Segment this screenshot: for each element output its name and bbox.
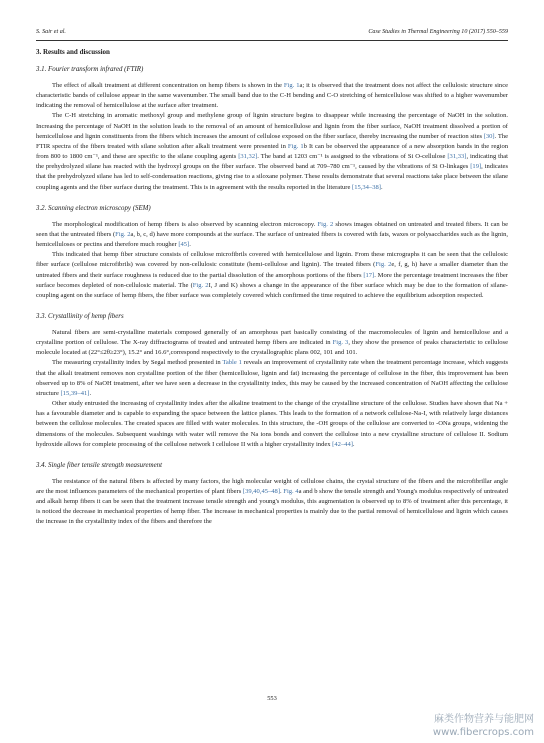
citation-link[interactable]: [31,33] — [447, 153, 467, 161]
article-body — [36, 48, 508, 540]
text-run: . The FTIR spectra of the fibers treated with silane solution after alkali treatment were presented in — [36, 132, 508, 150]
text-run: . — [280, 488, 284, 495]
text-run: a and b show the tensile strength and Young's modulus respectively of untreated and alkali hemp fibers it can be seen that the treatment increase tensile strength and young's modulus, this augmentation is observed up to 8% of treatment after this percentage, it is noticed the decrease in mechanical properties of hemp fiber. The increase in mechanical properties is mainly due to the partial removal of hemicellulose and lignin which causes the increase in the crystallinity index of the fibers and therefore the — [36, 488, 508, 526]
citation-link[interactable]: Fig. 1 — [287, 142, 304, 150]
subsection — [36, 66, 508, 193]
page-number: 553 — [267, 695, 277, 702]
text-run: reveals an improvement of crystallinity rate when the treatment percentage increase, which suggests that the alkali treatment removes non crystalline portion of the fiber (hemicellulose, lignin and fat) increasing the percentage of cellulose in the fiber, this improvement has been observed up to 8% of NaOH treatment, after we have seen a decrease in the crystallinity index, this may be caused by the increased concentration of NaOH affecting the cellulose structure — [36, 359, 508, 397]
header-journal: Case Studies in Thermal Engineering 10 (2017) 550–559 — [368, 29, 508, 35]
text-run: . — [89, 389, 92, 397]
citation-link[interactable]: [39,40,45–48] — [242, 488, 281, 495]
paragraph — [36, 111, 508, 192]
text-run: , indicates that the prehydrolyzed silane has led to self-condensation reactions, giving rise to a siloxane polymer. These results demonstrate that several reactions take place between the silane coupling agents and the fiber surface during the treatment. This is in agreement with the results reported in the literature — [36, 163, 508, 191]
subsection-title: 3.3. Crystallinity of hemp fibers — [36, 312, 124, 320]
text-run: b It can be observed the appearance of a new absorption bands in the region from 800 to 1800 cm⁻¹, and these are specific to the silane coupling agents — [36, 142, 508, 161]
paragraph — [36, 399, 508, 450]
watermark-line-2: www.fibercrops.com — [432, 727, 534, 738]
subsection-title: 3.1. Fourier transform infrared (FTIR) — [36, 66, 144, 73]
subsections — [36, 66, 508, 528]
paragraph — [36, 477, 508, 528]
text-run: . — [380, 183, 383, 191]
text-run: , indicating that the prehydrolyzed silane has reacted with the hydroxyl groups on the fiber surface. The observed band at 709–780 cm⁻¹, caused by the vibrations of Si O-linkages — [36, 153, 508, 171]
header-rule — [36, 40, 508, 41]
citation-link[interactable]: Fig. 2 — [375, 261, 392, 269]
subsection-title: 3.2. Scanning electron microscopy (SEM) — [36, 204, 151, 212]
text-run: The morphological modification of hemp fibers is also observed by scanning electron microscopy. — [52, 220, 318, 228]
header-authors: S. Sair et al. — [36, 29, 66, 35]
citation-link[interactable]: Fig. 3 — [332, 339, 349, 347]
subsection — [36, 313, 508, 450]
citation-link[interactable]: Fig. 2 — [317, 220, 334, 228]
watermark-line-1: 麻类作物营养与能肥网 — [434, 714, 534, 725]
citation-link[interactable]: Fig. 1 — [283, 82, 300, 89]
citation-link[interactable]: [17] — [363, 271, 375, 279]
text-run: The measuring crystallinity index by Segal method presented in — [52, 359, 223, 367]
text-run: Other study entrusted the increasing of crystallinity index after the alkaline treatment to the change of the crystalline structure of the cellulose. Studies have shown that Na + has a favourable diameter and is capable to expanding the space between the lattice planes. This leads to the formation of a network cellulose-Na-I, with relatively large distances between the cellulose molecules. The created spaces are filled with water molecules. In this structure, the -OH groups of the cellulose are converted to -ONa groups, widening the dimensions of the molecules. Subsequent washings with water will remove the Na ions bonds and convert the cellulose into a new crystalline structure of cellulose II. Sodium hydroxide allows for complete processing of the cellulose network I cellulose II with a higher crystallinity index — [36, 400, 508, 448]
citation-link[interactable]: [19] — [470, 163, 482, 171]
text-run: This indicated that hemp fiber structure consists of cellulose microfibrils covered with hemicellulose and lignin. From these micrographs it can be seen that the cellulosic fiber surface (cellulose microfibrils) was covered by non-cellulosic constitute (hemi-cellulose and lignin). The treated fibers ( — [36, 251, 508, 269]
citation-link[interactable]: [31,32] — [238, 153, 258, 161]
subsection-title: 3.4. Single fiber tensile strength measurement — [36, 461, 162, 469]
text-run: shows images obtained on untreated and treated fibers. It can be seen that the untreated fibers ( — [36, 220, 508, 238]
text-run: a, b, c, d) have more compounds at the surface. The surface of untreated fibers is covered with fats, waxes or polysaccharides such as the lignin, hemicelluloses or pectins and therefore much rougher — [36, 230, 509, 249]
text-run: a; it is observed that the treatment does not affect the cellulosic structure since characteristic bands of cellulose appear in the same wavenumber. The small band due to the C-H bending and C-O stretching of hemicellulose was shifted to a higher wavenumber indicating the removal of hemicellulose at the surface after treatment. — [36, 82, 509, 110]
citation-link[interactable]: Fig. 4 — [283, 488, 299, 495]
text-run: . More the percentage treatment increases the fiber surface becomes depleted of non-cellulosic material. The ( — [36, 271, 508, 289]
citation-link[interactable]: Fig. 2 — [115, 230, 131, 238]
citation-link[interactable]: [42–44] — [332, 440, 353, 448]
paragraph — [36, 250, 508, 301]
subsection — [36, 205, 508, 301]
citation-link[interactable]: [15,34–38] — [352, 183, 381, 191]
citation-link[interactable]: [15,39–41] — [60, 389, 90, 397]
paragraph — [36, 358, 508, 399]
text-run: . — [352, 440, 355, 448]
paragraph — [36, 328, 508, 358]
text-run: The C-H stretching in aromatic methoxyl group and methylene group of lignin structure begins to disappear while increasing the percentage of NaOH in the solution. Increasing the percentage of NaOH in the solution leads to the removal of an amount of hemicellulose and lignin from the fiber surface, NaOH treatment dissolved a portion of hemicellulose and lignin constituents from the fibers which increases the amount of cellulose exposed on the fiber surface, thereby increasing the number of reaction sites — [36, 112, 508, 140]
text-run: I, J and K) shows a change in the appearance of the fiber surface which may be due to the formation of silane-coupling agent on the surface of hemp fibers, the fiber surface was completely covered which confirmed the time required to achieve the equilibrium adsorption respected. — [36, 281, 508, 299]
text-run: , they show the presence of peaks characteristic to cellulose molecule located at (22°≤2θ≥23°), 15.2° and 16.6°,correspond respectively to the crystallographic plans 002, 101 and 101. — [36, 339, 509, 357]
citation-link[interactable]: [30] — [483, 132, 495, 140]
text-run: The effect of alkali treatment at different concentration on hemp fibers is shown in the — [52, 82, 284, 89]
paragraph — [36, 81, 508, 111]
watermark — [433, 713, 534, 739]
text-run: e, f, g, h) have a smaller diameter than the untreated fibers and their surface roughness is reduced due to the partial dissolution of the amorphous portions of the fibers — [36, 261, 508, 279]
citation-link[interactable]: Table 1 — [222, 359, 242, 367]
citation-link[interactable]: [45] — [178, 241, 190, 249]
section-title: 3. Results and discussion — [36, 48, 110, 56]
text-run: Natural fibers are semi-crystalline materials composed generally of an amorphous part basically consisting of the macromolecules of lignin and hemicellulose and a crystalline portion of cellulose. The X-ray diffractograms of treated and untreated hemp fibers are indicated in — [36, 328, 508, 347]
text-run: The resistance of the natural fibers is affected by many factors, the high molecular weight of cellulose chains, the crystal structure of the fibers and the microfibrillar angle are the most influences parameters of the mechanical properties of plant fibers — [36, 477, 508, 495]
citation-link[interactable]: Fig. 2 — [192, 281, 209, 289]
text-run: . The band at 1203 cm⁻¹ is assigned to the vibrations of Si O-cellulose — [257, 153, 448, 161]
text-run: . — [189, 241, 191, 249]
paragraph — [36, 220, 508, 250]
running-header — [36, 29, 508, 39]
subsection — [36, 462, 508, 528]
